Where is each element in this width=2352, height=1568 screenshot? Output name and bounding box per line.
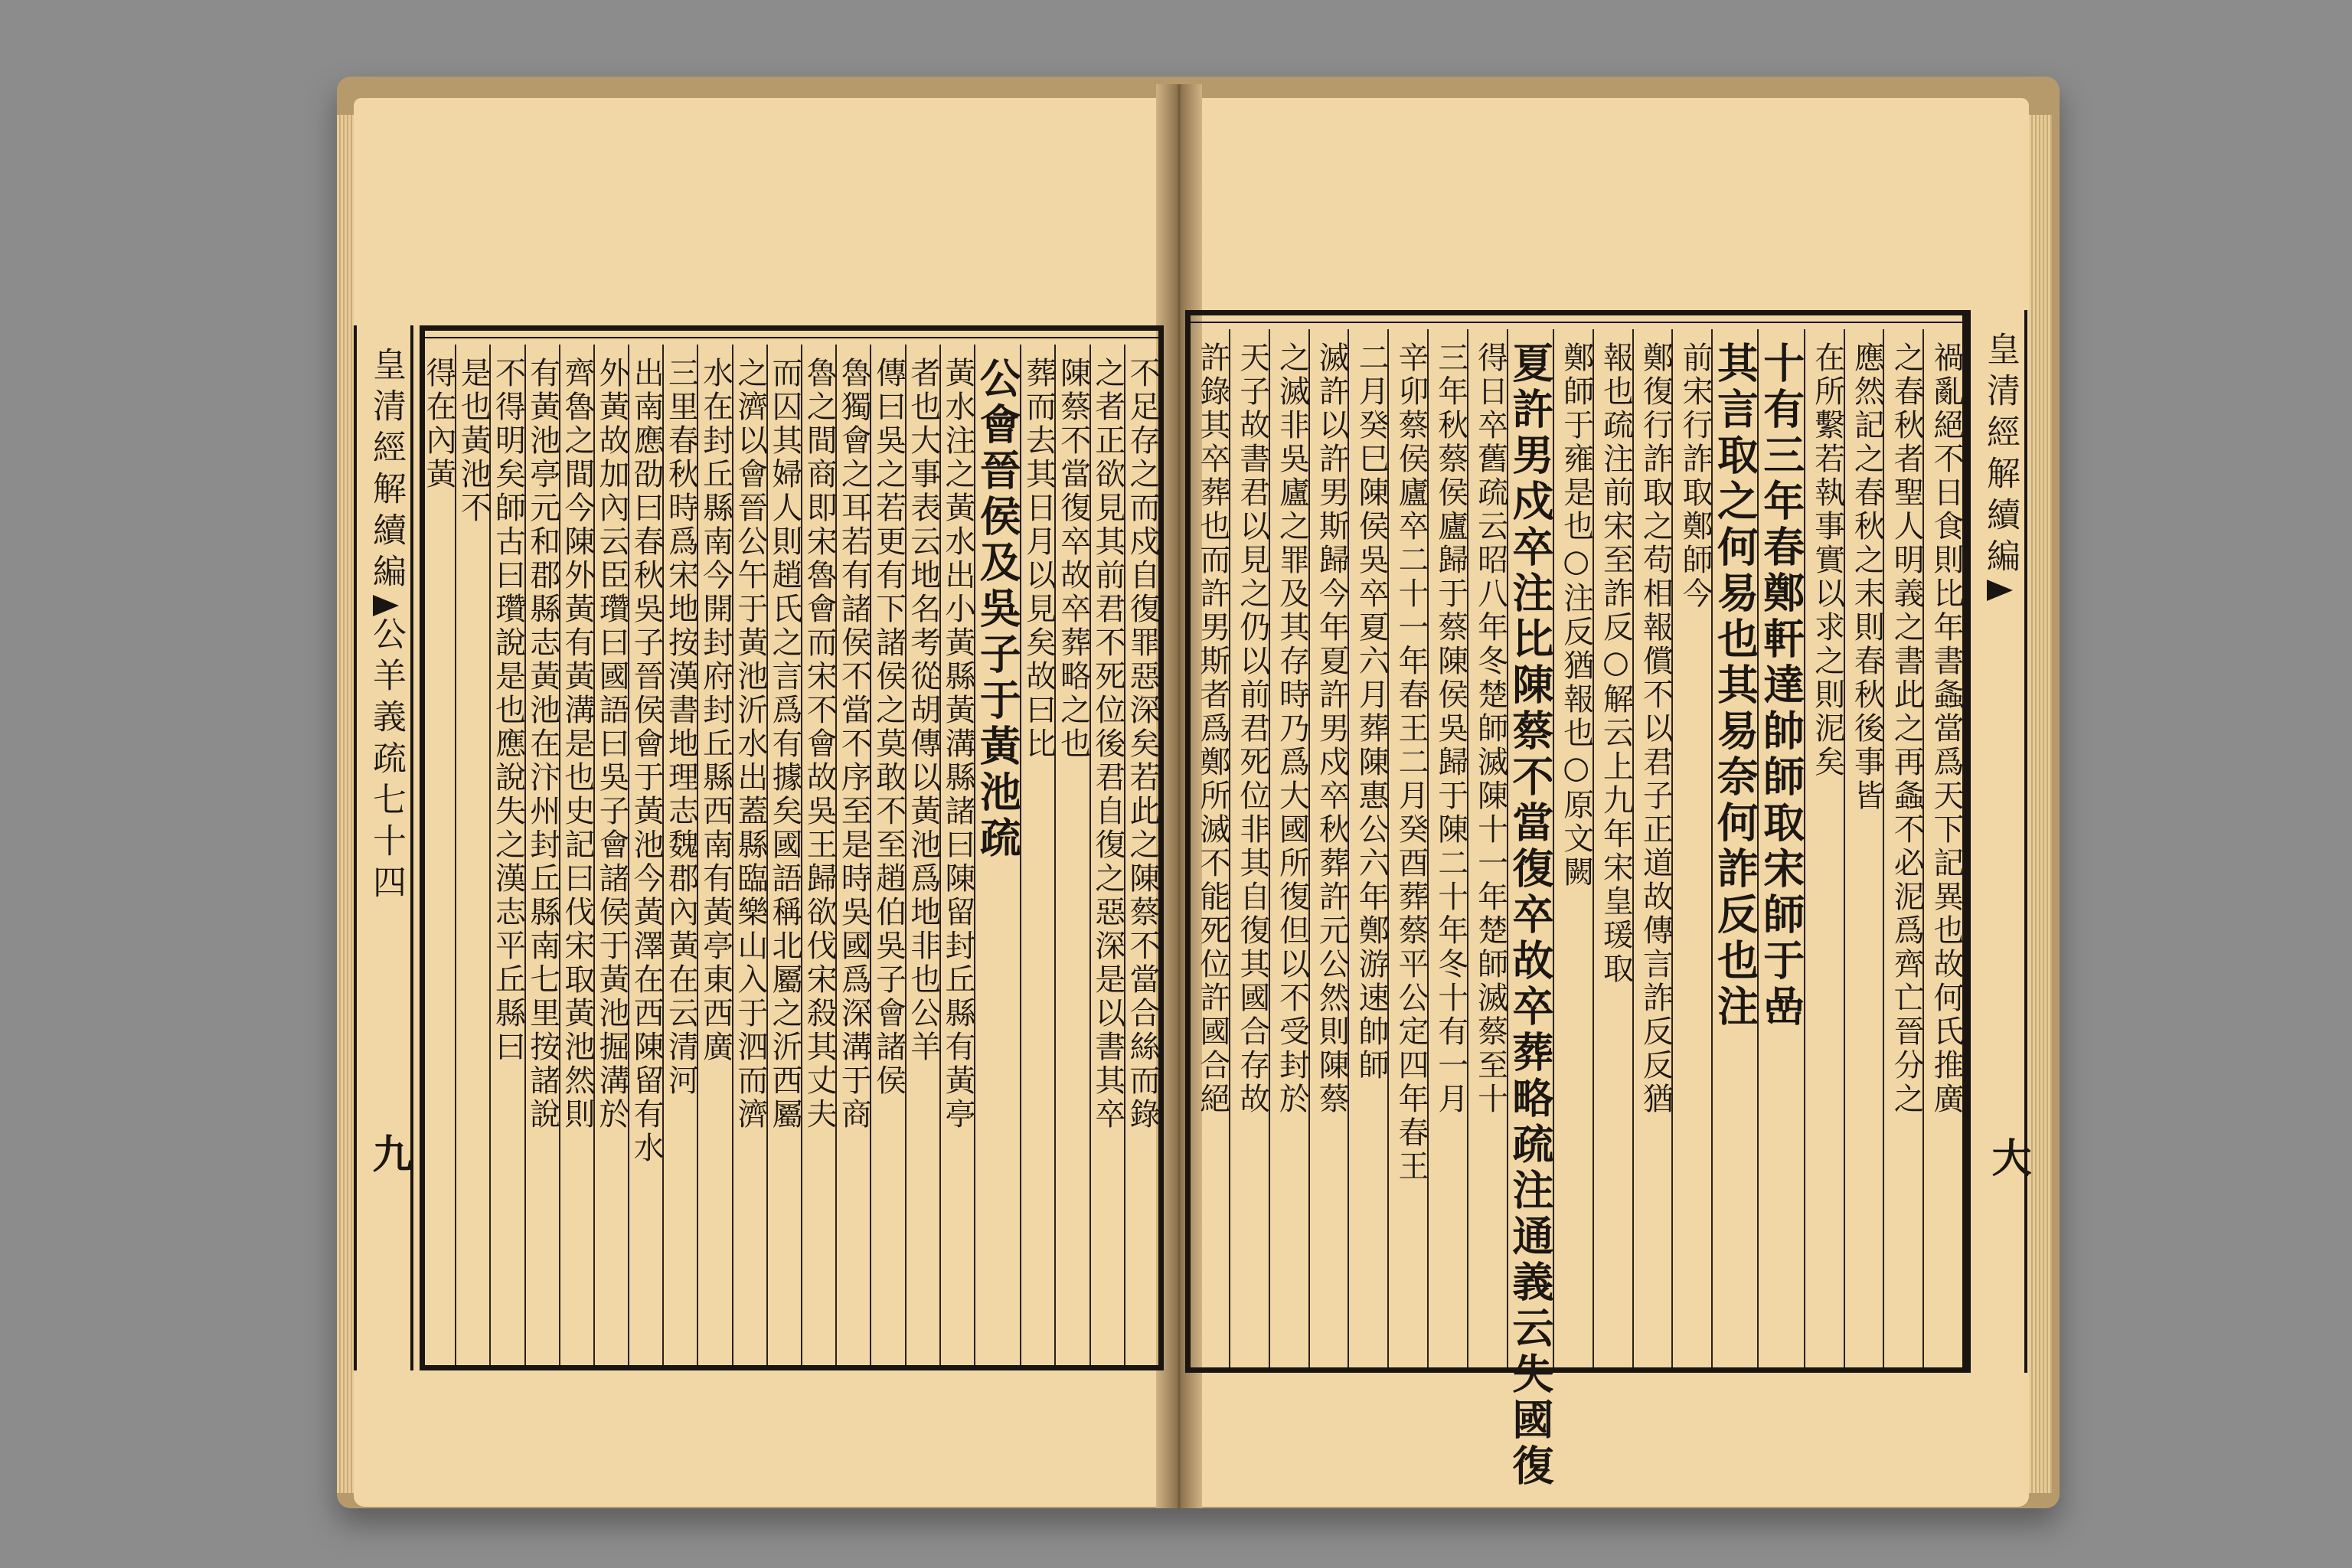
text-column: 傳曰吳之若更有下諸侯之莫敢不至趙伯吳子會諸侯 [870, 345, 904, 1365]
right-fold-title: 皇清經解續編 [1981, 332, 2020, 580]
text-column: 有黃池亭元和郡縣志黃池在汴州封丘縣南七里按諸說 [524, 345, 559, 1365]
text-column: 之者正欲見其前君不死位後君自復之惡深是以書其卒 [1089, 345, 1124, 1365]
text-column: 而囚其婦人則趙氏之言爲有據矣國語稱北屬之沂西屬 [766, 345, 801, 1365]
text-column: 不得明矣師古曰瓚說是也應說失之漢志平丘縣曰 [489, 345, 524, 1365]
text-column: 魯獨會之耳若有諸侯不當不序至是時吳國爲深溝于商 [835, 345, 870, 1365]
text-column: 許錄其卒葬也而許男斯者爲鄭所滅不能死位許國合絕 [1194, 341, 1230, 1116]
text-column: 鄭師于雍是也○注反猶報也○原文闕 [1553, 329, 1592, 1367]
right-folio-number: 大 [1984, 1137, 2031, 1177]
text-column: 報也疏注前宋至詐反○解云上九年宋皇瑗取 [1592, 329, 1632, 1367]
text-column: 之滅非吳廬之罪及其存時乃爲大國所復但以不受封於 [1269, 329, 1308, 1367]
fish-tail-ornament-icon [1987, 580, 2013, 601]
text-column: 辛卯蔡侯廬卒二十一年春王二月癸酉葬蔡平公定四年春王 [1387, 329, 1427, 1367]
left-fold-section: 公羊義疏七十四 [367, 616, 406, 906]
text-column: 陳蔡不當復卒故卒葬略之也 [1054, 345, 1089, 1365]
left-fold-title: 皇清經解續編 [367, 347, 406, 595]
text-column: 之春秋者聖人明義之書此之再螽不必泥爲齊亡晉分之 [1883, 329, 1922, 1367]
text-column: 三年秋蔡侯廬歸于蔡陳侯吳歸于陳二十年冬十有一月 [1427, 329, 1467, 1367]
text-column: 黃水注之黃水出小黃縣黃溝縣諸曰陳留封丘縣有黃亭 [939, 345, 974, 1365]
text-column: 葬而去其日月以見矣故曰比 [1020, 345, 1054, 1365]
text-column: 是也黃池不 [455, 345, 489, 1365]
text-column: 公會晉侯及吳子于黃池疏 [974, 345, 1020, 1365]
text-column: 者也大事表云地名考從胡傳以黃池爲地非也公羊 [905, 345, 939, 1365]
text-column: 之濟以會晉公午于黃池沂水出蓋縣臨樂山入于泗而濟 [732, 345, 766, 1365]
text-column: 天子故書君以見之仍以前君死位非其自復其國合存故 [1229, 329, 1269, 1367]
text-column: 齊魯之間今陳外黃有黃溝是也史記曰伐宋取黃池然則 [559, 345, 593, 1365]
text-column: 其言取之何易也其易奈何詐反也注 [1711, 329, 1757, 1367]
left-folio-number: 九 [365, 1133, 412, 1173]
text-column: 三里春秋時爲宋地按漢書地理志魏郡內黃在云清河 [662, 345, 697, 1365]
text-column: 魯之間商即宋魯會而宋不會故吳王歸欲伐宋殺其丈夫 [801, 345, 835, 1365]
fish-tail-ornament-icon [373, 595, 399, 616]
text-column: 禍亂絕不日食則比年書螽當爲天下記異也故何氏推廣 [1922, 329, 1962, 1367]
text-column: 得在內黃 [421, 357, 457, 492]
text-column: 十有三年春鄭軒達帥師取宋師于嵒 [1757, 329, 1803, 1367]
left-columns [421, 345, 1160, 1365]
text-column: 前宋行詐取鄭師今 [1671, 329, 1711, 1367]
text-column: 不足存之而戍自復罪惡深矣若此之陳蔡不當合絲而錄 [1124, 345, 1158, 1365]
right-text-block [1185, 310, 1968, 1490]
text-column: 二月癸巳陳侯吳卒夏六月葬陳惠公六年鄭游速帥師 [1348, 329, 1387, 1367]
text-column: 滅許以許男斯歸今年夏許男戍卒秋葬許元公然則陳蔡 [1308, 329, 1348, 1367]
text-column: 水在封丘縣南今開封府封丘縣西南有黃亭東西廣 [697, 345, 731, 1365]
right-columns [1191, 329, 1964, 1490]
text-column: 應然記之春秋之末則春秋後事皆 [1844, 329, 1883, 1367]
left-fold-column [354, 325, 413, 1370]
text-column: 鄭復行詐取之苟相報償不以君子正道故傳言詐反反猶 [1632, 329, 1672, 1367]
left-text-block [420, 325, 1164, 1370]
text-column: 得日卒舊疏云昭八年冬楚師滅陳十一年楚師滅蔡至十 [1467, 329, 1507, 1367]
right-fold-column [1968, 310, 2027, 1373]
text-column: 夏許男戍卒注比陳蔡不當復卒故卒葬略疏注通義云失國復 [1507, 329, 1553, 1367]
text-column: 出南應劭曰春秋吳子晉侯會于黃池今黃澤在西陳留有水 [628, 345, 662, 1365]
text-column: 外黃故加內云臣瓚曰國語曰吳子會諸侯于黃池掘溝於 [593, 345, 628, 1365]
text-column: 在所繫若執事實以求之則泥矣 [1804, 329, 1844, 1367]
